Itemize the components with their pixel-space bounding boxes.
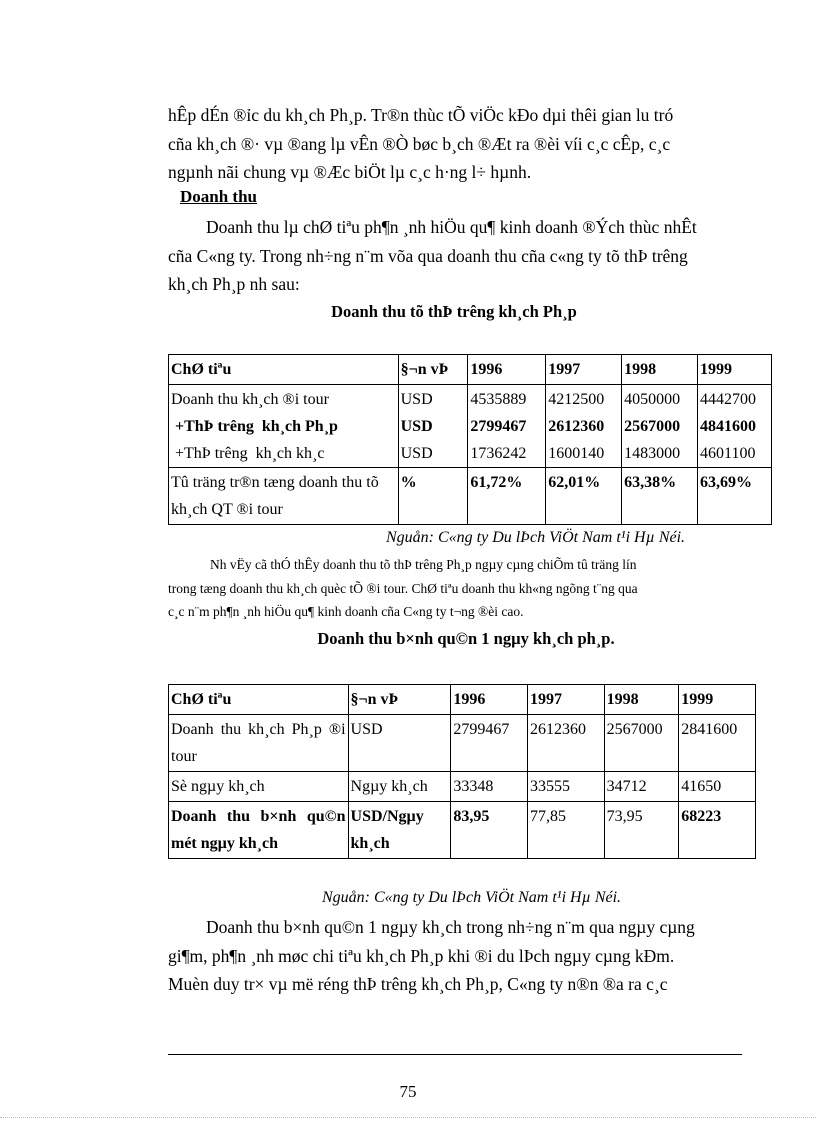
para3-line-3: Muèn duy tr× vµ më réng thÞ trêng kh¸ch Ph¸p, C«ng ty n®n ®a ra c¸c — [168, 974, 668, 994]
header-cell: 1999 — [698, 355, 772, 385]
table2-source: Nguån: C«ng ty Du lÞch ViÖt Nam t¹i Hµ Néi. — [322, 889, 622, 906]
row-value: 2841600 — [679, 715, 756, 772]
para2-line-1: Nh vËy cã thÓ thÊy doanh thu tõ thÞ trêng Ph¸p ngµy cµng chiÕm tû träng lín — [210, 557, 637, 572]
row-value: 33348 — [451, 772, 528, 802]
row-unit: % — [398, 468, 468, 525]
row-value: 2612360 — [528, 715, 605, 772]
intro-line-1: hÊp dÉn ®ỉc du kh¸ch Ph¸p. Tr®n thùc tÕ viÖc kÐo dµi thêi gian lu tró — [168, 105, 674, 125]
row-value: 4050000 — [624, 391, 681, 408]
row-unit: USD/Ngµy kh¸ch — [348, 802, 451, 859]
row-value: 1736242 — [470, 445, 527, 462]
row-label: Sè ngµy kh¸ch — [169, 772, 349, 802]
header-cell: ChØ tiªu — [169, 355, 399, 385]
page-edge-dots — [0, 1117, 816, 1118]
row-value: 1483000 — [624, 445, 681, 462]
revenue-table — [168, 354, 772, 525]
conclusion-paragraph — [168, 913, 740, 999]
section-heading: Doanh thu — [180, 187, 258, 206]
intro-line-3: ngµnh nãi chung vµ ®Æc biÖt lµ c¸c h·ng l÷ hµnh. — [168, 162, 532, 182]
revenue-paragraph — [168, 213, 740, 299]
table-row — [169, 715, 756, 772]
header-cell: 1997 — [546, 355, 622, 385]
para1-line-2: cña C«ng ty. Trong nh÷ng n¨m võa qua doanh thu cña c«ng ty tõ thÞ trêng — [168, 245, 688, 266]
row-value: 4212500 — [548, 391, 605, 408]
row-value: 4535889 — [470, 391, 527, 408]
row-value: 41650 — [679, 772, 756, 802]
header-cell: §¬n vÞ — [348, 685, 451, 715]
table-row — [169, 385, 772, 468]
row-value: 62,01% — [546, 468, 622, 525]
row-unit: USD — [400, 445, 433, 462]
para2-line-3: c¸c n¨m ph¶n ¸nh hiÖu qu¶ kinh doanh cña C«ng ty t¬ng ®èi cao. — [168, 604, 524, 619]
table-header-row — [169, 685, 756, 715]
intro-line-2: cña kh¸ch ®· vµ ®ang lµ vÊn ®Ò bøc b¸ch ®Æt ra ®èi víi c¸c cÊp, c¸c — [168, 133, 671, 154]
row-value: 4601100 — [700, 445, 756, 462]
row-label: Doanh thu kh¸ch ®i tour — [171, 391, 329, 408]
row-value: 73,95 — [604, 802, 679, 859]
header-cell: §¬n vÞ — [398, 355, 468, 385]
row-unit: USD — [400, 418, 433, 435]
row-value: 77,85 — [528, 802, 605, 859]
row-label: Doanh thu b×nh qu©n mét ngµy kh¸ch — [169, 802, 349, 859]
header-cell: 1996 — [468, 355, 546, 385]
row-unit: USD — [400, 391, 433, 408]
analysis-paragraph — [168, 553, 740, 624]
para3-line-1: Doanh thu b×nh qu©n 1 ngµy kh¸ch trong nh÷ng n¨m qua ngµy cµng — [206, 917, 695, 937]
row-unit: USD — [348, 715, 451, 772]
header-cell: ChØ tiªu — [169, 685, 349, 715]
table1-source: Nguån: C«ng ty Du lÞch ViÖt Nam t¹i Hµ Néi. — [386, 529, 686, 546]
header-cell: 1998 — [604, 685, 679, 715]
row-unit: Ngµy kh¸ch — [348, 772, 451, 802]
para2-line-2: trong tæng doanh thu kh¸ch quèc tÕ ®i tour. ChØ tiªu doanh thu kh«ng ngõng t¨ng qua — [168, 580, 638, 596]
row-label: Tû träng tr®n tæng doanh thu tõ kh¸ch QT ®i tour — [169, 468, 399, 525]
row-label: Doanh thu kh¸ch Ph¸p ®i tour — [169, 715, 349, 772]
table2-title: Doanh thu b×nh qu©n 1 ngµy kh¸ch ph¸p. — [317, 629, 615, 648]
header-cell: 1996 — [451, 685, 528, 715]
table-row — [169, 802, 756, 859]
row-value: 34712 — [604, 772, 679, 802]
row-value: 4841600 — [700, 418, 757, 435]
row-value: 2799467 — [470, 418, 527, 435]
header-cell: 1998 — [622, 355, 698, 385]
row-value: 2567000 — [624, 418, 681, 435]
table-row — [169, 468, 772, 525]
para1-line-1: Doanh thu lµ chØ tiªu ph¶n ¸nh hiÖu qu¶ kinh doanh ®Ých thùc nhÊt — [206, 217, 697, 237]
row-value: 33555 — [528, 772, 605, 802]
row-value: 83,95 — [451, 802, 528, 859]
table-row — [169, 772, 756, 802]
row-value: 2612360 — [548, 418, 605, 435]
para3-line-2: gi¶m, ph¶n ¸nh møc chi tiªu kh¸ch Ph¸p khi ®i du lÞch ngµy cµng kÐm. — [168, 945, 675, 966]
para1-line-3: kh¸ch Ph¸p nh sau: — [168, 274, 300, 294]
row-value: 2567000 — [604, 715, 679, 772]
average-revenue-table — [168, 684, 756, 859]
footer-rule — [168, 1054, 742, 1055]
intro-paragraph — [168, 101, 740, 187]
row-value: 63,38% — [622, 468, 698, 525]
row-value: 4442700 — [700, 391, 757, 408]
row-value: 68223 — [679, 802, 756, 859]
page-number: 75 — [399, 1082, 417, 1101]
row-value: 61,72% — [468, 468, 546, 525]
row-value: 63,69% — [698, 468, 772, 525]
row-label: +ThÞ trêng kh¸ch kh¸c — [171, 445, 325, 462]
table-header-row — [169, 355, 772, 385]
row-value: 1600140 — [548, 445, 605, 462]
table1-title: Doanh thu tõ thÞ trêng kh¸ch Ph¸p — [331, 302, 577, 321]
header-cell: 1997 — [528, 685, 605, 715]
row-label: +ThÞ trêng kh¸ch Ph¸p — [171, 418, 338, 435]
row-value: 2799467 — [451, 715, 528, 772]
header-cell: 1999 — [679, 685, 756, 715]
